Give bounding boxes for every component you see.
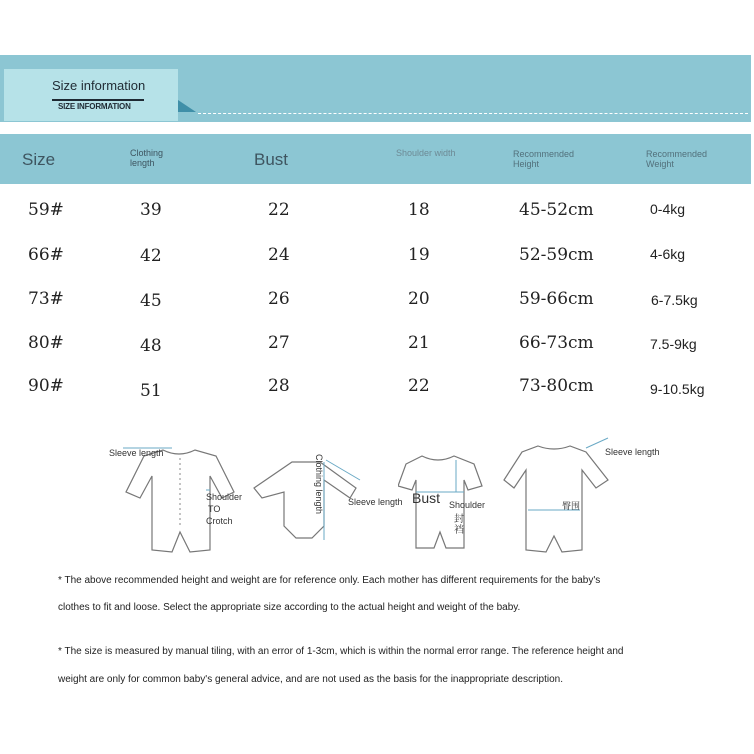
label-clothing-length: Clothing length [314,454,324,515]
cell-bust: 27 [268,333,290,353]
cell-size: 90# [28,376,64,396]
banner-dashed-line [198,113,748,114]
size-info-banner [0,55,751,122]
cell-length: 48 [140,336,162,356]
cell-bust: 26 [268,289,290,309]
label-sleeve-length-3: Sleeve length [605,447,660,457]
label-crotch: Crotch [206,516,233,526]
banner-title-box [4,69,178,121]
label-shoulder-2: Shoulder [449,500,486,510]
label-shoulder: Shoulder [206,492,243,502]
cell-height: 73-80cm [519,376,594,396]
label-sleeve-length-2: Sleeve length [348,497,403,507]
cell-weight: 7.5-9kg [650,336,697,352]
cell-shoulder: 21 [408,333,430,353]
note-2-line-1: * The size is measured by manual tiling, with an error of 1-3cm, which is within the normal error range. The reference height and [58,646,624,657]
note-2-line-2: weight are only for common baby's general advice, and are not used as the basis for the inappropriate description. [58,674,563,685]
cell-length: 39 [140,200,162,220]
header-bust: Bust [254,150,289,169]
cell-size: 59# [28,200,64,220]
label-to: TO [208,504,221,514]
banner-underline [52,99,144,101]
label-hip-cn: 臀围 [562,501,581,511]
cell-height: 66-73cm [519,333,594,353]
cell-length: 51 [140,381,162,401]
banner-corner-triangle [178,100,196,112]
note-1-line-2: clothes to fit and loose. Select the appropriate size according to the actual height and weight of the baby. [58,602,521,613]
cell-weight: 0-4kg [650,201,686,217]
label-bust: Bust [412,490,441,506]
romper-back-diagram [500,436,612,560]
header-recommended-height: Recommended Height [513,149,575,169]
cell-weight: 6-7.5kg [651,292,698,308]
cell-shoulder: 18 [408,200,430,220]
header-recommended-weight: Recommended Weight [646,149,708,169]
label-crotch-cn: 封裆 [454,514,464,536]
cell-length: 45 [140,291,162,311]
banner-title: Size information [52,78,146,93]
label-sleeve-length: Sleeve length [109,448,164,458]
cell-size: 73# [28,289,64,309]
cell-height: 45-52cm [519,200,594,220]
cell-shoulder: 22 [408,376,430,396]
banner-subtitle: SIZE INFORMATION [58,102,131,111]
table-header [0,134,751,184]
cell-shoulder: 20 [408,289,430,309]
cell-bust: 22 [268,200,290,220]
cell-height: 52-59cm [519,245,594,265]
cell-length: 42 [140,246,162,266]
cell-size: 66# [28,245,64,265]
header-size: Size [22,150,56,169]
cell-height: 59-66cm [519,289,594,309]
cell-shoulder: 19 [408,245,430,265]
cell-bust: 24 [268,245,290,265]
cell-size: 80# [28,333,64,353]
cell-weight: 4-6kg [650,246,686,262]
cell-weight: 9-10.5kg [650,381,705,397]
header-clothing-length: Clothing length [130,148,164,168]
header-shoulder-width: Shoulder width [396,148,456,158]
cell-bust: 28 [268,376,290,396]
note-1-line-1: * The above recommended height and weight are for reference only. Each mother has different requirements for the baby's [58,575,601,586]
